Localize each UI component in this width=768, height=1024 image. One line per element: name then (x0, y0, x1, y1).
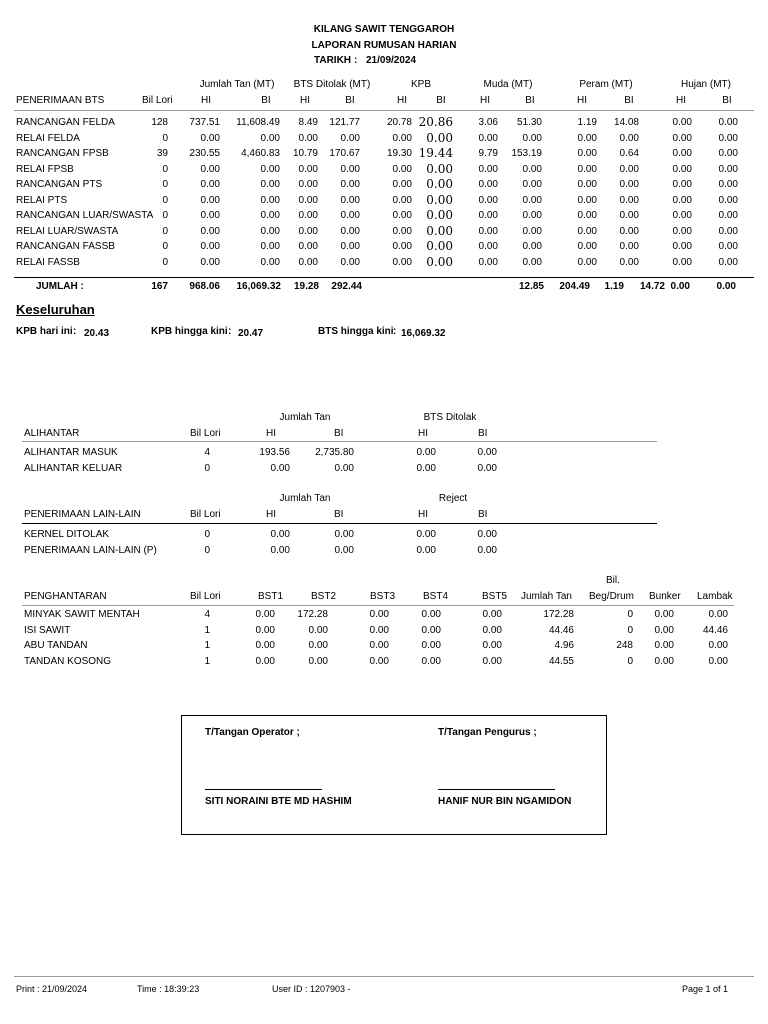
row-value: 0.00 (270, 529, 290, 540)
row-value: 0.00 (369, 655, 389, 667)
row-label: RANCANGAN LUAR/SWASTA (16, 210, 154, 221)
main-group-header: Peram (MT) (579, 79, 633, 90)
row-label: RELAI FPSB (16, 163, 74, 175)
row-value: 121.77 (329, 117, 360, 128)
row-value: 0.00 (522, 210, 542, 221)
row-value: 0 (204, 462, 210, 474)
row-value: 737.51 (189, 117, 220, 128)
row-value: 0.00 (308, 640, 328, 651)
hi-column-header: HI (300, 95, 310, 106)
row-value: 2,735.80 (315, 447, 354, 458)
row-value: 0.00 (369, 609, 389, 620)
row-value: 0.00 (478, 132, 498, 144)
row-value: 0.00 (672, 117, 692, 128)
row-value: 0.00 (260, 256, 280, 268)
row-value: 0.00 (522, 256, 542, 268)
row-value: 0.00 (477, 544, 497, 556)
alihantar-group-jumlah: Jumlah Tan (279, 412, 331, 423)
row-value: 1 (204, 624, 210, 636)
row-value: 0.00 (392, 256, 412, 268)
row-value: 0.00 (416, 447, 436, 458)
bi-column-header: BI (261, 95, 271, 106)
row-value: 0.00 (200, 194, 220, 206)
lainlain-group-reject: Reject (438, 493, 468, 504)
alihantar-title: ALIHANTAR (24, 428, 80, 439)
bi-column-header: BI (345, 95, 355, 106)
total-label: JUMLAH : (36, 281, 84, 292)
row-value: 0 (204, 544, 210, 556)
row-value: 128 (151, 117, 168, 128)
row-label: ABU TANDAN (24, 640, 88, 651)
alihantar-bts-bi-header: BI (478, 428, 488, 439)
row-value: 0.00 (478, 225, 498, 237)
row-value: 0.00 (522, 225, 542, 237)
row-value: 0.00 (270, 544, 290, 556)
row-value: 0.00 (478, 179, 498, 190)
penghantaran-column-header: Bil. (606, 575, 620, 586)
row-value: 1.19 (577, 117, 597, 128)
row-value: 0.00 (340, 210, 360, 221)
row-value: 0.00 (718, 117, 738, 128)
row-value: 39 (156, 148, 168, 159)
row-value: 0 (627, 624, 633, 636)
total-value: 19.28 (293, 281, 319, 292)
hi-column-header: HI (676, 95, 686, 106)
row-label: RANCANGAN FPSB (16, 148, 109, 159)
row-value: 0.00 (340, 194, 360, 206)
row-value: 0.00 (672, 179, 692, 190)
row-value: 0.00 (577, 132, 597, 144)
manager-name: HANIF NUR BIN NGAMIDON (438, 796, 572, 807)
penghantaran-column-header: Bil Lori (190, 591, 221, 602)
row-value: 0.00 (298, 241, 318, 252)
row-value: 0.00 (522, 241, 542, 252)
row-value: 0.00 (672, 241, 692, 252)
bts-todate-value: 16,069.32 (401, 328, 446, 339)
operator-signature-label: T/Tangan Operator ; (205, 727, 300, 738)
row-value: 0.00 (298, 179, 318, 190)
bts-todate-sep: : (393, 326, 397, 337)
row-value: 0.00 (298, 256, 318, 268)
row-value: 4.96 (554, 640, 574, 651)
row-value: 0.00 (672, 225, 692, 237)
row-value: 0.00 (426, 161, 453, 176)
row-value: 0.00 (421, 624, 441, 636)
report-date: 21/09/2024 (366, 55, 417, 66)
header-divider (14, 110, 754, 111)
alihantar-bts-hi-header: HI (418, 428, 428, 439)
summary-heading: Keseluruhan (16, 302, 95, 317)
row-value: 0.00 (477, 447, 497, 458)
row-label: RANCANGAN PTS (16, 179, 103, 190)
row-value: 0.00 (577, 241, 597, 252)
row-value: 230.55 (189, 148, 220, 159)
row-value: 0.00 (200, 225, 220, 237)
row-value: 0.00 (426, 192, 453, 207)
row-label: PENERIMAAN LAIN-LAIN (P) (24, 544, 157, 556)
penghantaran-column-header: BST5 (482, 591, 508, 602)
row-value: 0.00 (654, 640, 674, 651)
row-value: 0.00 (619, 163, 639, 175)
row-value: 0.00 (522, 194, 542, 206)
row-value: 0.00 (421, 655, 441, 667)
alihantar-group-bts: BTS Ditolak (423, 412, 477, 423)
row-value: 0 (162, 163, 168, 175)
row-value: 0.00 (260, 163, 280, 175)
row-value: 0.00 (340, 163, 360, 175)
total-value: 292.44 (331, 281, 362, 292)
row-value: 9.79 (478, 148, 498, 159)
row-value: 0.00 (478, 256, 498, 268)
row-value: 0.00 (260, 179, 280, 190)
row-value: 0.00 (708, 640, 728, 651)
manager-signature-label: T/Tangan Pengurus ; (438, 727, 537, 738)
row-value: 0.00 (340, 225, 360, 237)
penghantaran-column-header: BST4 (423, 591, 449, 602)
row-label: ALIHANTAR KELUAR (24, 462, 123, 474)
row-value: 0.00 (482, 624, 502, 636)
row-value: 20.86 (418, 115, 453, 129)
row-value: 0.00 (619, 256, 639, 268)
row-value: 0.00 (482, 655, 502, 667)
row-value: 0.00 (416, 462, 436, 474)
operator-name: SITI NORAINI BTE MD HASHIM (205, 796, 352, 807)
row-value: 0.00 (577, 194, 597, 206)
row-value: 0.00 (478, 241, 498, 252)
penghantaran-column-header: BST1 (258, 591, 284, 602)
row-value: 0.00 (577, 163, 597, 175)
row-value: 0.00 (260, 225, 280, 237)
row-value: 0.00 (392, 194, 412, 206)
bi-column-header: BI (525, 95, 535, 106)
date-separator: : (354, 55, 358, 66)
row-value: 0.00 (522, 179, 542, 190)
alihantar-bil-header: Bil Lori (190, 428, 221, 439)
row-value: 44.46 (548, 624, 574, 636)
penghantaran-column-header: Jumlah Tan (521, 591, 572, 602)
row-value: 0.00 (426, 130, 453, 145)
row-value: 0.00 (577, 210, 597, 221)
row-value: 0.00 (718, 163, 738, 175)
row-value: 4,460.83 (241, 148, 280, 159)
row-value: 0 (162, 194, 168, 206)
row-value: 0.00 (298, 163, 318, 175)
row-value: 193.56 (259, 447, 290, 458)
row-label: RELAI FASSB (16, 256, 80, 268)
lainlain-bi-header: BI (334, 509, 344, 520)
row-value: 0.00 (718, 179, 738, 190)
row-value: 172.28 (543, 609, 574, 620)
row-value: 0.00 (577, 179, 597, 190)
row-value: 0.00 (654, 624, 674, 636)
row-value: 0.00 (718, 225, 738, 237)
total-value: 968.06 (189, 281, 220, 292)
row-value: 0.00 (260, 210, 280, 221)
row-value: 44.55 (548, 655, 574, 667)
row-value: 0.00 (421, 609, 441, 620)
row-value: 0.00 (619, 210, 639, 221)
row-value: 0.00 (718, 210, 738, 221)
row-label: ALIHANTAR MASUK (24, 447, 118, 458)
row-value: 0.00 (392, 225, 412, 237)
bi-column-header: BI (624, 95, 634, 106)
row-value: 0.00 (255, 624, 275, 636)
row-label: RANCANGAN FASSB (16, 241, 115, 252)
footer-page-number: Page 1 of 1 (682, 984, 729, 994)
row-value: 10.79 (292, 148, 318, 159)
row-value: 0 (162, 241, 168, 252)
row-value: 0.00 (522, 163, 542, 175)
row-value: 0.00 (577, 256, 597, 268)
total-value: 12.85 (518, 281, 544, 292)
row-value: 0 (162, 179, 168, 190)
row-value: 0.00 (672, 132, 692, 144)
row-value: 0.00 (654, 655, 674, 667)
row-label: ISI SAWIT (24, 624, 71, 636)
row-label: RELAI PTS (16, 194, 68, 206)
row-value: 0.00 (392, 241, 412, 252)
row-value: 0.00 (200, 210, 220, 221)
row-value: 0.00 (392, 132, 412, 144)
row-value: 0.00 (426, 239, 453, 253)
row-value: 0.00 (255, 655, 275, 667)
lainlain-reject-hi-header: HI (418, 509, 428, 520)
row-value: 0.00 (392, 163, 412, 175)
row-value: 0.00 (477, 529, 497, 540)
row-value: 0.00 (426, 208, 453, 222)
row-value: 153.19 (511, 148, 542, 159)
row-value: 0.00 (619, 179, 639, 190)
operator-signature-line (205, 789, 322, 790)
row-value: 0 (162, 210, 168, 221)
row-value: 11,608.49 (236, 117, 280, 128)
hi-column-header: HI (480, 95, 490, 106)
row-label: RELAI LUAR/SWASTA (16, 225, 119, 237)
row-value: 0.00 (340, 256, 360, 268)
row-value: 0.00 (619, 132, 639, 144)
total-value: 204.49 (559, 281, 590, 292)
row-value: 0.00 (255, 609, 275, 620)
row-value: 0.00 (619, 225, 639, 237)
main-group-header: BTS Ditolak (MT) (293, 79, 371, 90)
penghantaran-column-header: BST2 (311, 591, 337, 602)
row-value: 0.00 (298, 225, 318, 237)
report-title: LAPORAN RUMUSAN HARIAN (311, 40, 457, 51)
row-value: 0.00 (200, 241, 220, 252)
total-value: 0.00 (670, 281, 690, 292)
row-value: 0.00 (369, 624, 389, 636)
alihantar-hi-header: HI (266, 428, 276, 439)
penghantaran-column-header: Beg/Drum (589, 591, 635, 602)
company-name: KILANG SAWIT TENGGAROH (313, 24, 455, 35)
row-value: 0.00 (200, 132, 220, 144)
row-value: 0.00 (577, 148, 597, 159)
row-value: 0.00 (482, 640, 502, 651)
kpb-todate-sep: : (228, 326, 232, 337)
footer-print-time: Time : 18:39:23 (137, 984, 200, 994)
row-value: 0 (204, 529, 210, 540)
row-value: 0 (162, 132, 168, 144)
row-value: 0.00 (672, 194, 692, 206)
row-value: 0.00 (426, 254, 453, 269)
row-value: 0.00 (672, 163, 692, 175)
hi-column-header: HI (577, 95, 587, 106)
row-value: 0.00 (478, 210, 498, 221)
footer-divider (14, 976, 754, 977)
row-value: 0.00 (270, 462, 290, 474)
row-value: 0.00 (340, 179, 360, 190)
row-label: RELAI FELDA (16, 132, 80, 144)
total-value: 16,069.32 (236, 281, 281, 292)
total-value: 1.19 (604, 281, 624, 292)
hi-column-header: HI (397, 95, 407, 106)
main-column-bil-lori: Bil Lori (142, 95, 173, 106)
bi-column-header: BI (436, 95, 446, 106)
row-value: 0.00 (260, 194, 280, 206)
row-value: 0.00 (200, 256, 220, 268)
row-value: 0.00 (298, 194, 318, 206)
total-value: 167 (151, 281, 168, 292)
row-value: 0.00 (478, 194, 498, 206)
row-value: 0.00 (260, 241, 280, 252)
row-value: 0.00 (392, 210, 412, 221)
row-label: TANDAN KOSONG (24, 655, 112, 667)
row-value: 172.28 (297, 609, 328, 620)
kpb-todate-label: KPB hingga kini (151, 326, 228, 337)
bi-column-header: BI (722, 95, 732, 106)
row-label: MINYAK SAWIT MENTAH (24, 609, 140, 620)
row-value: 0.00 (298, 210, 318, 221)
kpb-today-value: 20.43 (84, 328, 110, 339)
penghantaran-divider (22, 605, 734, 606)
row-value: 0.00 (577, 225, 597, 237)
row-value: 0.00 (426, 223, 453, 238)
row-value: 0.00 (718, 132, 738, 144)
penghantaran-column-header: Lambak (697, 591, 733, 602)
date-label: TARIKH (314, 55, 352, 66)
row-value: 0.00 (369, 640, 389, 651)
row-value: 0.00 (340, 241, 360, 252)
row-value: 0.00 (308, 655, 328, 667)
row-value: 0.00 (718, 241, 738, 252)
row-value: 0.00 (416, 544, 436, 556)
row-value: 0.00 (200, 179, 220, 190)
row-value: 19.44 (418, 146, 453, 160)
alihantar-divider (22, 441, 657, 442)
row-value: 51.30 (516, 117, 542, 128)
row-value: 170.67 (329, 148, 360, 159)
row-label: RANCANGAN FELDA (16, 117, 115, 128)
manager-signature-line (438, 789, 555, 790)
row-value: 44.46 (702, 624, 728, 636)
total-value: 14.72 (639, 281, 665, 292)
footer-user-id: User ID : 1207903 - (272, 984, 351, 994)
row-value: 0.00 (654, 609, 674, 620)
row-value: 0 (627, 609, 633, 620)
kpb-today-sep: : (73, 326, 77, 337)
row-value: 0.00 (672, 148, 692, 159)
main-group-header: KPB (410, 79, 431, 90)
row-value: 0.00 (672, 256, 692, 268)
lainlain-divider (22, 523, 657, 524)
row-value: 8.49 (298, 117, 318, 128)
row-value: 0.00 (477, 462, 497, 474)
row-value: 0.00 (426, 177, 453, 191)
row-value: 0.00 (334, 462, 354, 474)
bts-todate-label: BTS hingga kini (318, 326, 394, 337)
row-value: 0.00 (416, 529, 436, 540)
row-value: 1 (204, 640, 210, 651)
row-value: 0.00 (478, 163, 498, 175)
row-value: 0.00 (334, 544, 354, 556)
row-value: 0.00 (718, 256, 738, 268)
lainlain-bil-header: Bil Lori (190, 509, 221, 520)
alihantar-bi-header: BI (334, 428, 344, 439)
main-group-header: Hujan (MT) (680, 79, 731, 90)
row-value: 0 (627, 655, 633, 667)
row-value: 1 (204, 655, 210, 667)
row-value: 19.30 (386, 148, 412, 159)
main-group-header: Muda (MT) (483, 79, 533, 90)
row-value: 0 (162, 225, 168, 237)
row-value: 0.00 (392, 179, 412, 190)
row-value: 0.00 (708, 655, 728, 667)
row-value: 0.00 (619, 241, 639, 252)
main-group-header: Jumlah Tan (MT) (199, 79, 275, 90)
lainlain-title: PENERIMAAN LAIN-LAIN (24, 509, 141, 520)
row-value: 0 (162, 256, 168, 268)
row-value: 0.00 (308, 624, 328, 636)
row-value: 0.00 (334, 529, 354, 540)
row-value: 0.00 (708, 609, 728, 620)
total-divider (14, 277, 754, 278)
lainlain-reject-bi-header: BI (478, 509, 488, 520)
row-value: 4 (204, 609, 210, 620)
row-value: 0.00 (522, 132, 542, 144)
row-value: 0.00 (255, 640, 275, 651)
row-value: 0.00 (298, 132, 318, 144)
row-value: 0.00 (482, 609, 502, 620)
lainlain-group-jumlah: Jumlah Tan (279, 493, 331, 504)
row-label: KERNEL DITOLAK (24, 529, 110, 540)
penghantaran-column-header: BST3 (370, 591, 396, 602)
row-value: 248 (616, 640, 633, 651)
row-value: 0.00 (718, 194, 738, 206)
row-value: 0.00 (200, 163, 220, 175)
row-value: 0.00 (260, 132, 280, 144)
row-value: 14.08 (613, 117, 639, 128)
total-value: 0.00 (716, 281, 736, 292)
row-value: 0.64 (619, 148, 639, 159)
row-value: 0.00 (340, 132, 360, 144)
lainlain-hi-header: HI (266, 509, 276, 520)
main-column-title: PENERIMAAN BTS (16, 95, 105, 106)
row-value: 0.00 (718, 148, 738, 159)
row-value: 20.78 (386, 117, 412, 128)
row-value: 3.06 (478, 117, 498, 128)
penghantaran-title: PENGHANTARAN (24, 591, 107, 602)
hi-column-header: HI (201, 95, 211, 106)
row-value: 0.00 (619, 194, 639, 206)
kpb-todate-value: 20.47 (238, 328, 264, 339)
footer-print-date: Print : 21/09/2024 (16, 984, 88, 994)
row-value: 0.00 (672, 210, 692, 221)
row-value: 4 (204, 447, 210, 458)
penghantaran-column-header: Bunker (649, 591, 681, 602)
kpb-today-label: KPB hari ini (16, 326, 73, 337)
row-value: 0.00 (421, 640, 441, 651)
